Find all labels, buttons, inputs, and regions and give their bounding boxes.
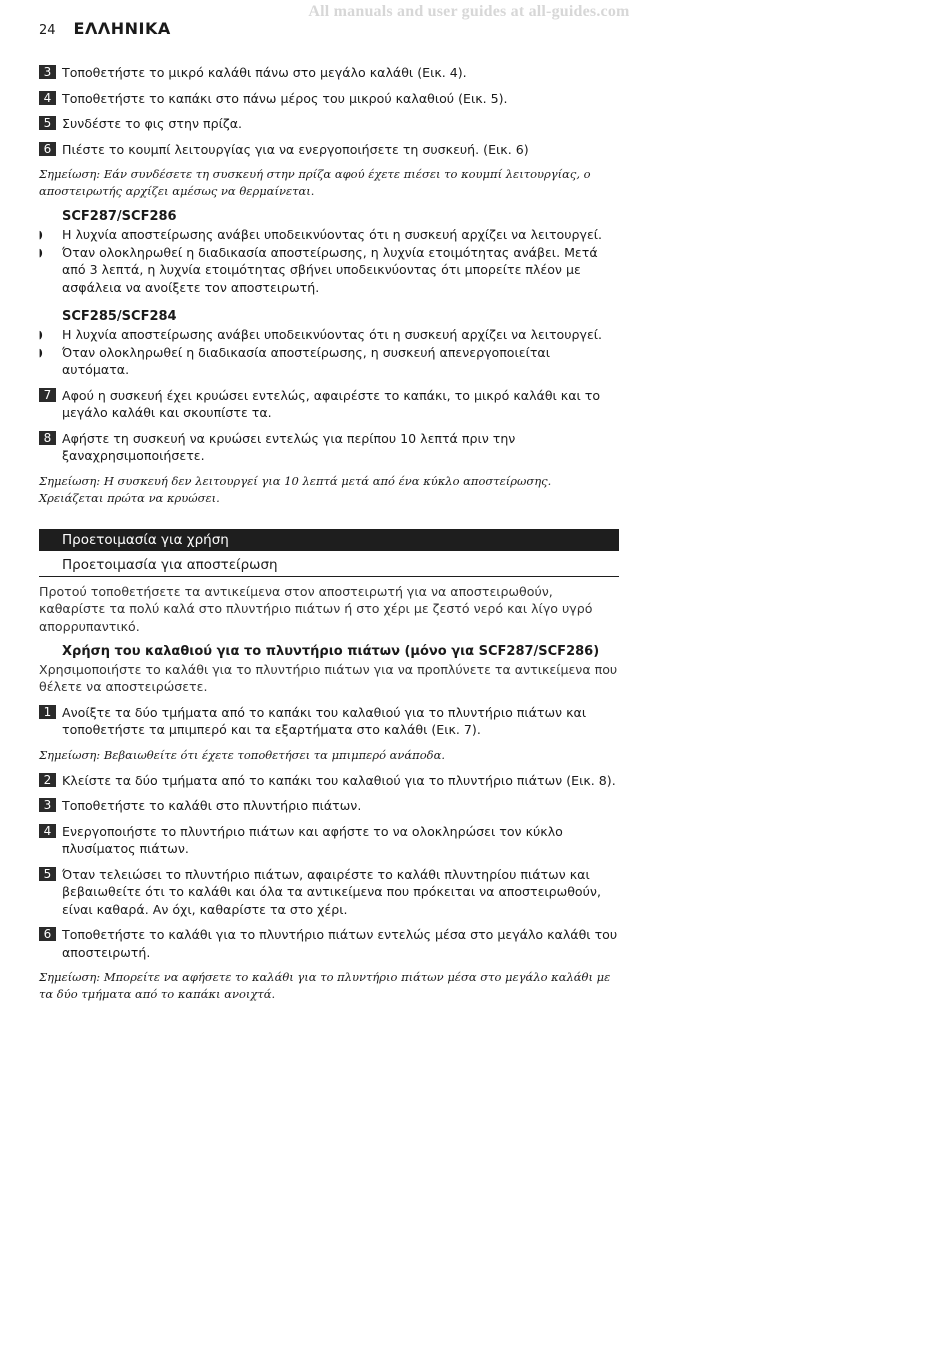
basket-step-4	[39, 823, 619, 858]
bullet-icon: ◗	[39, 228, 43, 241]
step-number-badge: 4	[39, 824, 56, 838]
basket-step-3	[39, 797, 619, 815]
model-heading-scf285: SCF285/SCF284	[62, 309, 177, 324]
step-text: Αφήστε τη συσκευή να κρυώσει εντελώς για περίπου 10 λεπτά πριν την ξαναχρησιμοποιήσετε.	[62, 430, 516, 463]
step-number-badge: 6	[39, 927, 56, 941]
step-text: Τοποθετήστε το καπάκι στο πάνω μέρος του μικρού καλαθιού (Εικ. 5).	[62, 90, 508, 106]
basket-step-2	[39, 772, 619, 790]
bullet-item	[39, 244, 619, 297]
basket-step-5	[39, 866, 619, 919]
step-text: Συνδέστε το φις στην πρίζα.	[62, 116, 242, 131]
step-4	[39, 90, 619, 108]
step-text: Πιέστε το κουμπί λειτουργίας για να ενεργοποιήσετε τη συσκευή. (Εικ. 6)	[62, 141, 529, 157]
bullet-icon: ◗	[39, 328, 43, 341]
bullet-text: Η λυχνία αποστείρωσης ανάβει υποδεικνύοντας ότι η συσκευή αρχίζει να λειτουργεί.	[62, 227, 603, 242]
step-text: Κλείστε τα δύο τμήματα από το καπάκι του καλαθιού για το πλυντήριο πιάτων (Εικ. 8).	[62, 772, 616, 788]
basket-heading: Χρήση του καλαθιού για το πλυντήριο πιάτων (μόνο για SCF287/SCF286)	[62, 644, 600, 659]
sub-heading: Προετοιμασία για αποστείρωση	[39, 555, 619, 577]
basket-step-6	[39, 926, 619, 961]
step-number-badge: 6	[39, 142, 56, 156]
bullet-text: Όταν ολοκληρωθεί η διαδικασία αποστείρωσης, η λυχνία ετοιμότητας ανάβει. Μετά από 3 λεπτά, η λυχνία ετοιμότητας σβήνει υποδεικνύοντας ότι μπορείτε πλέον με ασφάλεια να ανοίξετε τον αποστειρωτή.	[62, 244, 598, 295]
step-text: Ανοίξτε τα δύο τμήματα από το καπάκι του καλαθιού για το πλυντήριο πιάτων και τοποθετήστε τα μπιμπερό και τα εξαρτήματα στο καλάθι (Εικ. 7).	[62, 704, 587, 737]
page-number: 24	[39, 23, 56, 38]
step-text: Ενεργοποιήστε το πλυντήριο πιάτων και αφήστε το να ολοκληρώσει τον κύκλο πλυσίματος πιάτων.	[62, 823, 563, 856]
page-header	[39, 19, 171, 43]
step-5	[39, 115, 619, 133]
step-6	[39, 141, 619, 159]
step-text: Αφού η συσκευή έχει κρυώσει εντελώς, αφαιρέστε το καπάκι, το μικρό καλάθι και το μεγάλο καλάθι και σκουπίστε τα.	[62, 387, 601, 420]
bullet-item	[39, 344, 619, 379]
bullet-item	[39, 226, 619, 244]
bullet-text: Όταν ολοκληρωθεί η διαδικασία αποστείρωσης, η συσκευή απενεργοποιείται αυτόματα.	[62, 344, 550, 377]
note-heating: Σημείωση: Εάν συνδέσετε τη συσκευή στην πρίζα αφού έχετε πιέσει το κουμπί λειτουργίας, ο αποστειρωτής αρχίζει αμέσως να θερμαίνεται.	[39, 167, 591, 198]
page-content	[39, 64, 619, 1003]
bullet-icon: ◗	[39, 345, 43, 359]
model-heading-scf287: SCF287/SCF286	[62, 209, 177, 224]
step-number-badge: 8	[39, 431, 56, 445]
basket-intro-paragraph: Χρησιμοποιήστε το καλάθι για το πλυντήριο πιάτων για να προπλύνετε τα αντικείμενα που θέλετε να αποστειρώσετε.	[39, 661, 618, 694]
step-3	[39, 64, 619, 82]
note-bottles: Σημείωση: Βεβαιωθείτε ότι έχετε τοποθετήσει τα μπιμπερό ανάποδα.	[39, 747, 446, 762]
language-title: ΕΛΛΗΝΙΚΑ	[73, 19, 171, 38]
step-number-badge: 2	[39, 773, 56, 787]
note-lid-open: Σημείωση: Μπορείτε να αφήσετε το καλάθι για το πλυντήριο πιάτων μέσα στο μεγάλο καλάθι με τα δύο τμήματα από το καπάκι ανοιχτά.	[39, 970, 611, 1001]
step-text: Τοποθετήστε το καλάθι για το πλυντήριο πιάτων εντελώς μέσα στο μεγάλο καλάθι του αποστειρωτή.	[62, 927, 618, 960]
section-title-bar: Προετοιμασία για χρήση	[39, 529, 619, 551]
step-number-badge: 1	[39, 705, 56, 719]
step-number-badge: 7	[39, 388, 56, 402]
step-number-badge: 4	[39, 91, 56, 105]
bullet-icon: ◗	[39, 245, 43, 259]
step-8	[39, 430, 619, 465]
step-7	[39, 387, 619, 422]
step-number-badge: 5	[39, 867, 56, 881]
watermark: All manuals and user guides at all-guides.com	[308, 3, 630, 20]
step-number-badge: 5	[39, 116, 56, 130]
bullet-item	[39, 326, 619, 344]
step-text: Όταν τελειώσει το πλυντήριο πιάτων, αφαιρέστε το καλάθι πλυντηρίου πιάτων και βεβαιωθείτε ότι το καλάθι και όλα τα αντικείμενα που πρόκειται να αποστειρωθούν, είναι καθαρά. Αν όχι, καθαρίστε τα στο χέρι.	[62, 866, 601, 917]
basket-step-1	[39, 704, 619, 739]
bullet-text: Η λυχνία αποστείρωσης ανάβει υποδεικνύοντας ότι η συσκευή αρχίζει να λειτουργεί.	[62, 327, 603, 342]
intro-paragraph: Προτού τοποθετήσετε τα αντικείμενα στον αποστειρωτή για να αποστειρωθούν, καθαρίστε τα πολύ καλά στο πλυντήριο πιάτων ή στο χέρι με ζεστό νερό και λίγο υγρό απορρυπαντικό.	[39, 583, 593, 634]
step-text: Τοποθετήστε το καλάθι στο πλυντήριο πιάτων.	[62, 798, 362, 813]
step-number-badge: 3	[39, 65, 56, 79]
step-number-badge: 3	[39, 798, 56, 812]
step-text: Τοποθετήστε το μικρό καλάθι πάνω στο μεγάλο καλάθι (Εικ. 4).	[62, 65, 467, 80]
note-cooldown: Σημείωση: Η συσκευή δεν λειτουργεί για 10 λεπτά μετά από ένα κύκλο αποστείρωσης. Χρειάζεται πρώτα να κρυώσει.	[39, 473, 552, 505]
